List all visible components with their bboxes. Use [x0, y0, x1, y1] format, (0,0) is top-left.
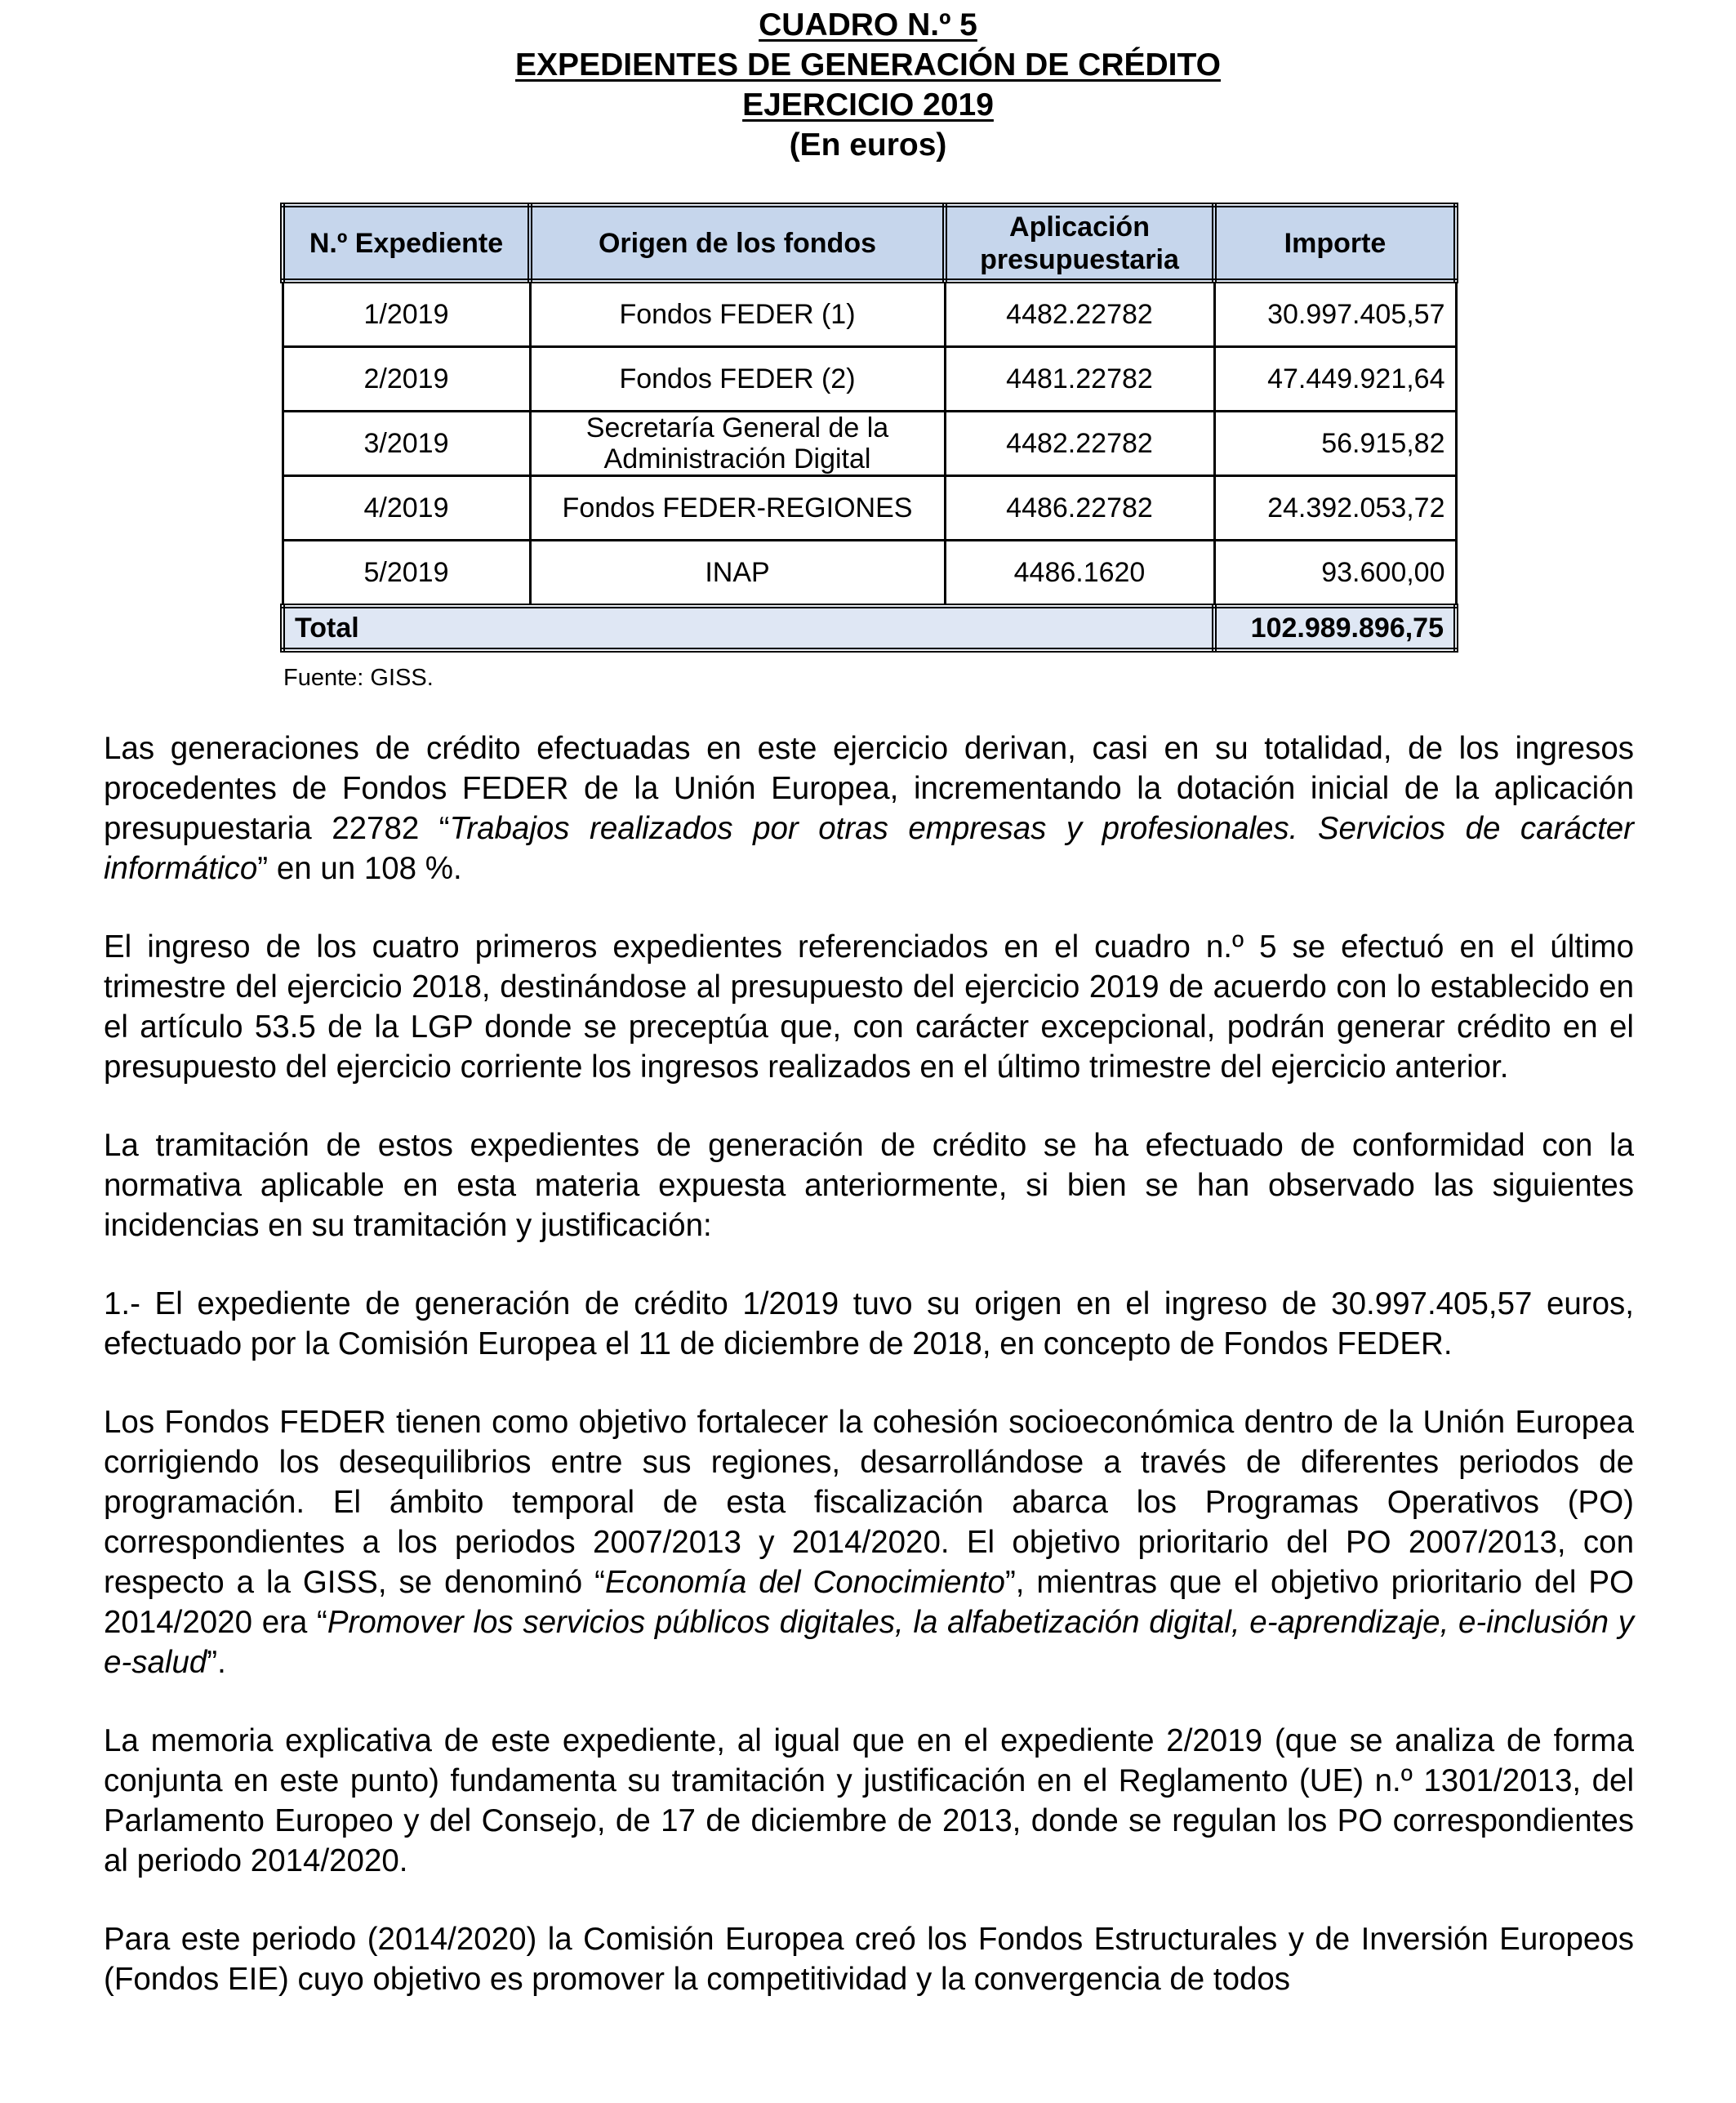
table-units: (En euros) [789, 127, 947, 163]
paragraph [104, 728, 1634, 889]
paragraph-text: Los Fondos FEDER tienen como objetivo fortalecer la cohesión socioeconómica dentro de la Unión Europea corrigiendo los desequilibrios entre sus regiones, desarrollándose a través de diferentes periodos de programación. El ámbito temporal de esta fiscalización abarca los Programas Operativos (PO) correspondientes a los periodos 2007/2013 y 2014/2020. El objetivo prioritario del PO 2007/2013, con respecto a la GISS, se denominó “ [104, 1405, 1634, 1600]
paragraph-text: ”, mientras que el objetivo prioritario del PO 2014/2020 era “ [104, 1565, 1634, 1640]
table-row [283, 281, 1456, 347]
paragraph: Para este periodo (2014/2020) la Comisión Europea creó los Fondos Estructurales y de Inversión Europeos (Fondos EIE) cuyo objetivo es promover la competitividad y la convergencia de todos [104, 1922, 1634, 1997]
cell-importe: 93.600,00 [1214, 541, 1456, 607]
table-header-row [283, 205, 1456, 281]
cell-origen: INAP [530, 541, 945, 607]
cell-aplicacion: 4486.22782 [945, 476, 1214, 541]
paragraph: La memoria explicativa de este expediente, al igual que en el expediente 2/2019 (que se analiza de forma conjunta en este punto) fundamenta su tramitación y justificación en el Reglamento (UE) n.º 1301/2013, del Parlamento Europeo y del Consejo, de 17 de diciembre de 2013, donde se regulan los PO correspondientes al periodo 2014/2020. [104, 1723, 1634, 1878]
cell-expediente: 4/2019 [283, 476, 530, 541]
cell-origen-line1: Secretaría General de la [585, 412, 889, 443]
paragraph-italic: Trabajos realizados por otras empresas y profesionales. Servicios de carácter informático [104, 811, 1634, 886]
paragraph: La tramitación de estos expedientes de generación de crédito se ha efectuado de conformidad con la normativa aplicable en esta materia expuesta anteriormente, si bien se han observado las siguientes incidencias en su tramitación y justificación: [104, 1128, 1634, 1243]
table-heading [0, 5, 1736, 165]
paragraph-text: Las generaciones de crédito efectuadas en este ejercicio derivan, casi en su totalidad, de los ingresos procedentes de Fondos FEDER de la Unión Europea, incrementando la dotación inicial de la aplicación presupuestaria 22782 “ [104, 731, 1634, 846]
header-aplicacion [945, 205, 1214, 281]
cell-importe: 47.449.921,64 [1214, 347, 1456, 412]
cell-origen-line2: Administración Digital [603, 443, 871, 475]
cell-origen: Fondos FEDER (1) [530, 281, 945, 347]
cell-importe: 30.997.405,57 [1214, 281, 1456, 347]
cell-origen: Fondos FEDER (2) [530, 347, 945, 412]
header-importe: Importe [1214, 205, 1456, 281]
body-text [104, 728, 1634, 2038]
cell-expediente: 2/2019 [283, 347, 530, 412]
table-year: EJERCICIO 2019 [742, 87, 994, 123]
table-number: CUADRO N.º 5 [759, 7, 977, 42]
table-title: EXPEDIENTES DE GENERACIÓN DE CRÉDITO [515, 47, 1221, 82]
header-expediente: N.º Expediente [283, 205, 530, 281]
cell-importe: 24.392.053,72 [1214, 476, 1456, 541]
total-label: Total [283, 606, 1214, 650]
table-row [283, 541, 1456, 607]
header-origen: Origen de los fondos [530, 205, 945, 281]
paragraph-italic: Economía del Conocimiento [604, 1565, 1005, 1600]
cell-aplicacion: 4482.22782 [945, 281, 1214, 347]
cell-importe: 56.915,82 [1214, 412, 1456, 476]
total-importe: 102.989.896,75 [1214, 606, 1456, 650]
paragraph-italic: Promover los servicios públicos digitales, la alfabetización digital, e-aprendizaje, e-inclusión y e-salud [104, 1605, 1634, 1680]
paragraph-text: ”. [207, 1645, 226, 1680]
table-row [283, 347, 1456, 412]
cell-aplicacion: 4482.22782 [945, 412, 1214, 476]
cell-expediente: 1/2019 [283, 281, 530, 347]
header-aplicacion-line1: Aplicación [1009, 211, 1150, 243]
cell-origen [530, 412, 945, 476]
table-total-row [283, 606, 1456, 650]
cell-expediente: 3/2019 [283, 412, 530, 476]
table-row [283, 476, 1456, 541]
cell-aplicacion: 4481.22782 [945, 347, 1214, 412]
table-source: Fuente: GISS. [283, 665, 434, 691]
cell-origen: Fondos FEDER-REGIONES [530, 476, 945, 541]
paragraph: El ingreso de los cuatro primeros expedientes referenciados en el cuadro n.º 5 se efectuó en el último trimestre del ejercicio 2018, destinándose al presupuesto del ejercicio 2019 de acuerdo con lo establecido en el artículo 53.5 de la LGP donde se preceptúa que, con carácter excepcional, podrán generar crédito en el presupuesto del ejercicio corriente los ingresos realizados en el último trimestre del ejercicio anterior. [104, 929, 1634, 1085]
header-aplicacion-line2: presupuestaria [980, 243, 1179, 275]
paragraph: 1.- El expediente de generación de crédito 1/2019 tuvo su origen en el ingreso de 30.997.405,57 euros, efectuado por la Comisión Europea el 11 de diciembre de 2018, en concepto de Fondos FEDER. [104, 1286, 1634, 1361]
paragraph [104, 1402, 1634, 1682]
credit-table [280, 203, 1458, 653]
paragraph-text: ” en un 108 %. [257, 851, 462, 886]
table-row [283, 412, 1456, 476]
cell-aplicacion: 4486.1620 [945, 541, 1214, 607]
cell-expediente: 5/2019 [283, 541, 530, 607]
